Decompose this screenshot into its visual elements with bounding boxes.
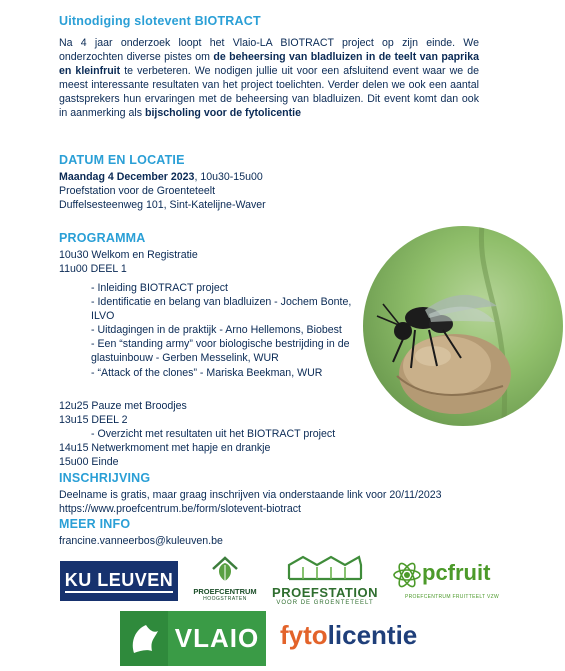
vlaio-logo	[120, 611, 266, 666]
proefcentrum-hoogstraten-logo	[190, 555, 260, 605]
deel1-item: - “Attack of the clones” - Mariska Beekman, WUR	[91, 366, 361, 380]
intro-text-2: te verbeteren. We nodigen jullie uit voor een afsluitend event waar we de meest interessante resultaten van het project toelichten. Verder delen we ook een aantal gastsprekers hun ervaringen met de beheersing van bladluizen. Dit event komt dan ook in aanmerking als	[59, 65, 480, 120]
program-item: - Overzicht met resultaten uit het BIOTRACT project	[91, 428, 336, 441]
proefstation-logo	[270, 555, 380, 607]
aphid-illustration	[363, 226, 563, 426]
fyto-text: fyto	[280, 620, 328, 650]
deel1-item: - Uitdagingen in de praktijk - Arno Hellemons, Biobest	[91, 323, 361, 337]
inschrijving-block	[59, 488, 519, 516]
inschrijving-text: Deelname is gratis, maar graag inschrijven via onderstaande link voor 20/11/2023	[59, 489, 442, 501]
proefstation-title: PROEFSTATION	[272, 585, 378, 600]
atom-icon	[392, 558, 422, 592]
ku-leuven-text: KU LEUVEN	[65, 570, 174, 593]
proefcentrum-sub: HOOGSTRATEN	[203, 596, 247, 602]
proefcentrum-title: PROEFCENTRUM	[193, 587, 257, 596]
pcfruit-sub: PROEFCENTRUM FRUITTEELT VZW	[404, 594, 500, 600]
datum-block	[59, 170, 389, 212]
intro-paragraph	[59, 36, 479, 121]
inschrijving-heading: INSCHRIJVING	[59, 471, 151, 485]
vlaio-text: VLAIO	[168, 611, 266, 666]
program-item: 14u15 Netwerkmoment met hapje en drankje	[59, 442, 271, 455]
program-item: 13u15 DEEL 2	[59, 414, 128, 427]
ku-leuven-logo	[60, 561, 178, 601]
proefstation-sub: VOOR DE GROENTETEELT	[276, 600, 374, 606]
registration-link[interactable]: https://www.proefcentrum.be/form/slotevent-biotract	[59, 503, 301, 516]
leaf-house-icon	[210, 555, 240, 583]
vlaio-emblem	[120, 611, 168, 666]
deel1-list	[91, 281, 361, 380]
program-item: 11u00 DEEL 1	[59, 263, 127, 276]
contact-email[interactable]: francine.vanneerbos@kuleuven.be	[59, 535, 223, 547]
programma-heading: PROGRAMMA	[59, 231, 146, 245]
intro-text-1: Na 4 jaar onderzoek loopt het Vlaio-LA BIOTRACT project op zijn einde. We onderzochten diverse pistes om	[59, 37, 479, 64]
page-title: Uitnodiging slotevent BIOTRACT	[59, 14, 261, 28]
event-venue: Proefstation voor de Groenteteelt	[59, 185, 216, 198]
datum-heading: DATUM EN LOCATIE	[59, 153, 185, 167]
intro-bold-2: bijscholing voor de fytolicentie	[144, 107, 301, 120]
deel1-item: - Identificatie en belang van bladluizen - Jochem Bonte, ILVO	[91, 295, 361, 323]
event-address: Duffelsesteenweg 101, Sint-Katelijne-Waver	[59, 199, 266, 212]
program-item: 12u25 Pauze met Broodjes	[59, 400, 187, 412]
programma-top	[59, 248, 198, 276]
program-item: 15u00 Einde	[59, 456, 119, 469]
greenhouse-icon	[283, 555, 367, 581]
programma-bottom	[59, 399, 379, 469]
event-date: Maandag 4 December 2023	[59, 171, 195, 183]
aphid-photo	[363, 226, 563, 426]
pcfruit-logo	[392, 558, 512, 606]
licentie-text: licentie	[327, 620, 418, 650]
lion-icon	[120, 611, 168, 666]
program-item: 10u30 Welkom en Registratie	[59, 249, 198, 261]
fytolicentie-logo	[280, 620, 430, 660]
deel1-item: - Een “standing army” voor biologische bestrijding in de glastuinbouw - Gerben Messelink, WUR	[91, 337, 361, 365]
meer-info-heading: MEER INFO	[59, 517, 131, 531]
pcfruit-text: pcfruit	[422, 560, 491, 585]
intro-bold-1: de beheersing van bladluizen in de teelt van paprika en kleinfruit	[59, 51, 479, 78]
deel1-item: - Inleiding BIOTRACT project	[91, 281, 361, 295]
event-time: , 10u30-15u00	[194, 171, 263, 183]
